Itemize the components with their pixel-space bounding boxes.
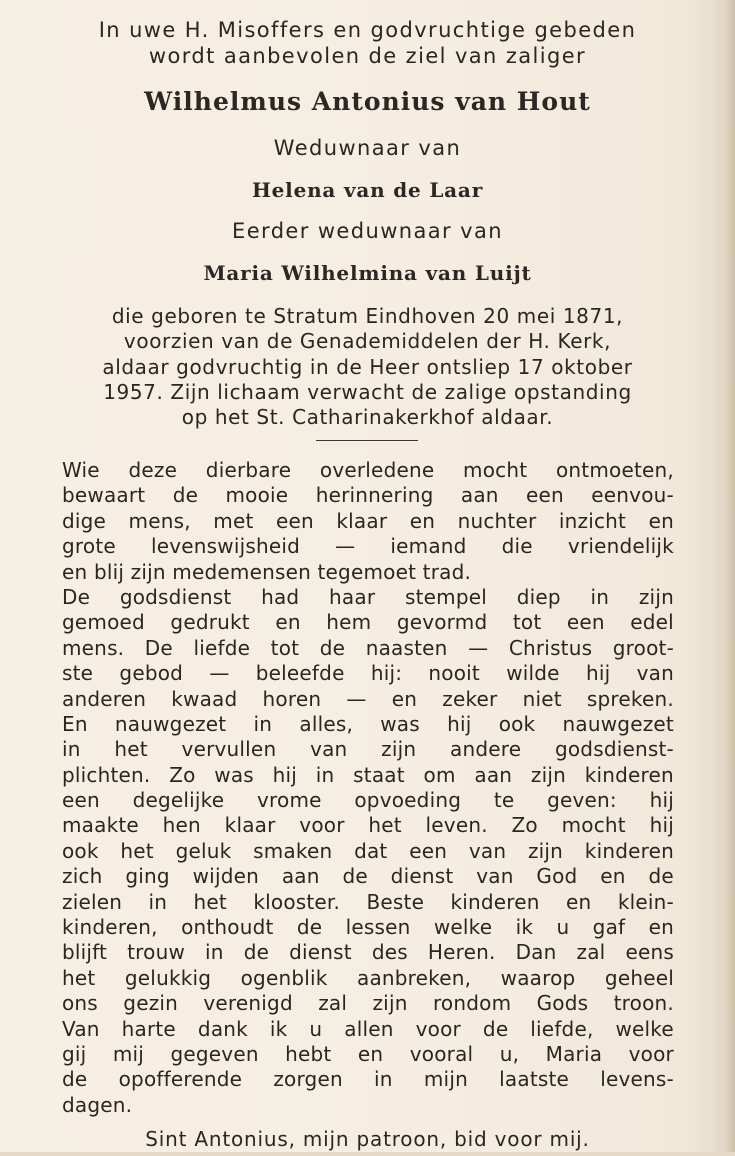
tribute-line: het gelukkig ogenblik aanbreken, waarop geheel bbox=[62, 965, 674, 990]
biography-line: op het St. Catharinakerkhof aldaar. bbox=[181, 405, 554, 429]
tribute-line: blijft trouw in de dienst des Heren. Dan zal eens bbox=[62, 940, 674, 965]
relation-earlier-widower: Eerder weduwnaar van bbox=[232, 219, 503, 243]
spouse-name-2: Maria Wilhelmina van Luijt bbox=[203, 261, 532, 285]
biography-line: die geboren te Stratum Eindhoven 20 mei 1871, bbox=[111, 304, 624, 328]
section-divider bbox=[316, 440, 418, 441]
tribute-line: anderen kwaad horen — en zeker niet spreken. bbox=[62, 686, 674, 711]
header-line-2: wordt aanbevolen de ziel van zaliger bbox=[148, 44, 587, 68]
tribute-line: bewaart de mooie herinnering aan een eenvou- bbox=[62, 483, 674, 508]
deceased-name: Wilhelmus Antonius van Hout bbox=[144, 87, 591, 116]
biography-line: 1957. Zijn lichaam verwacht de zalige opstanding bbox=[103, 380, 632, 404]
tribute-line: maakte hen klaar voor het leven. Zo mocht hij bbox=[62, 813, 674, 838]
relation-widower: Weduwnaar van bbox=[273, 136, 462, 160]
tribute-line: ste gebod — beleefde hij: nooit wilde hij van bbox=[62, 661, 674, 686]
tribute-line: ook het geluk smaken dat een van zijn kinderen bbox=[62, 838, 674, 863]
spouse-name-1: Helena van de Laar bbox=[251, 178, 484, 202]
header-line-1: In uwe H. Misoffers en godvruchtige gebeden bbox=[98, 18, 637, 42]
tribute-line: Wie deze dierbare overledene mocht ontmoeten, bbox=[62, 458, 674, 482]
tribute-line: de opofferende zorgen in mijn laatste levens- bbox=[62, 1067, 674, 1092]
biography-line: voorzien van de Genademiddelen der H. Kerk, bbox=[123, 329, 612, 353]
tribute-line: en blij zijn medemensen tegemoet trad. bbox=[62, 559, 472, 584]
tribute-line: een degelijke vrome opvoeding te geven: hij bbox=[62, 788, 674, 813]
tribute-line: gemoed gedrukt en hem gevormd tot een edel bbox=[62, 610, 674, 635]
card-bottom-edge bbox=[0, 1152, 735, 1156]
tribute-line: mens. De liefde tot de naasten — Christus groot- bbox=[62, 635, 674, 660]
tribute-text bbox=[62, 458, 674, 1118]
tribute-line: En nauwgezet in alles, was hij ook nauwgezet bbox=[62, 711, 674, 736]
tribute-line: Van harte dank ik u allen voor de liefde, welke bbox=[62, 1016, 674, 1041]
tribute-line: in het vervullen van zijn andere godsdienst- bbox=[62, 737, 674, 762]
tribute-line: gij mij gegeven hebt en vooral u, Maria voor bbox=[62, 1041, 674, 1066]
tribute-line: De godsdienst had haar stempel diep in zijn bbox=[62, 584, 674, 609]
closing-prayer: Sint Antonius, mijn patroon, bid voor mij. bbox=[145, 1127, 590, 1151]
tribute-line: dige mens, met een klaar en nuchter inzicht en bbox=[62, 508, 674, 533]
tribute-line: zielen in het klooster. Beste kinderen en klein- bbox=[62, 889, 674, 914]
tribute-line: zich ging wijden aan de dienst van God en de bbox=[62, 864, 674, 889]
biography-line: aldaar godvruchtig in de Heer ontsliep 17 oktober bbox=[102, 355, 633, 379]
tribute-line: grote levenswijsheid — iemand die vriendelijk bbox=[62, 534, 674, 559]
tribute-line: ons gezin verenigd zal zijn rondom Gods troon. bbox=[62, 991, 674, 1016]
tribute-line: plichten. Zo was hij in staat om aan zijn kinderen bbox=[62, 762, 674, 787]
card-edge-shadow bbox=[723, 0, 735, 1156]
tribute-line: kinderen, onthoudt de lessen welke ik u gaf en bbox=[62, 915, 674, 940]
tribute-line: dagen. bbox=[62, 1092, 133, 1117]
